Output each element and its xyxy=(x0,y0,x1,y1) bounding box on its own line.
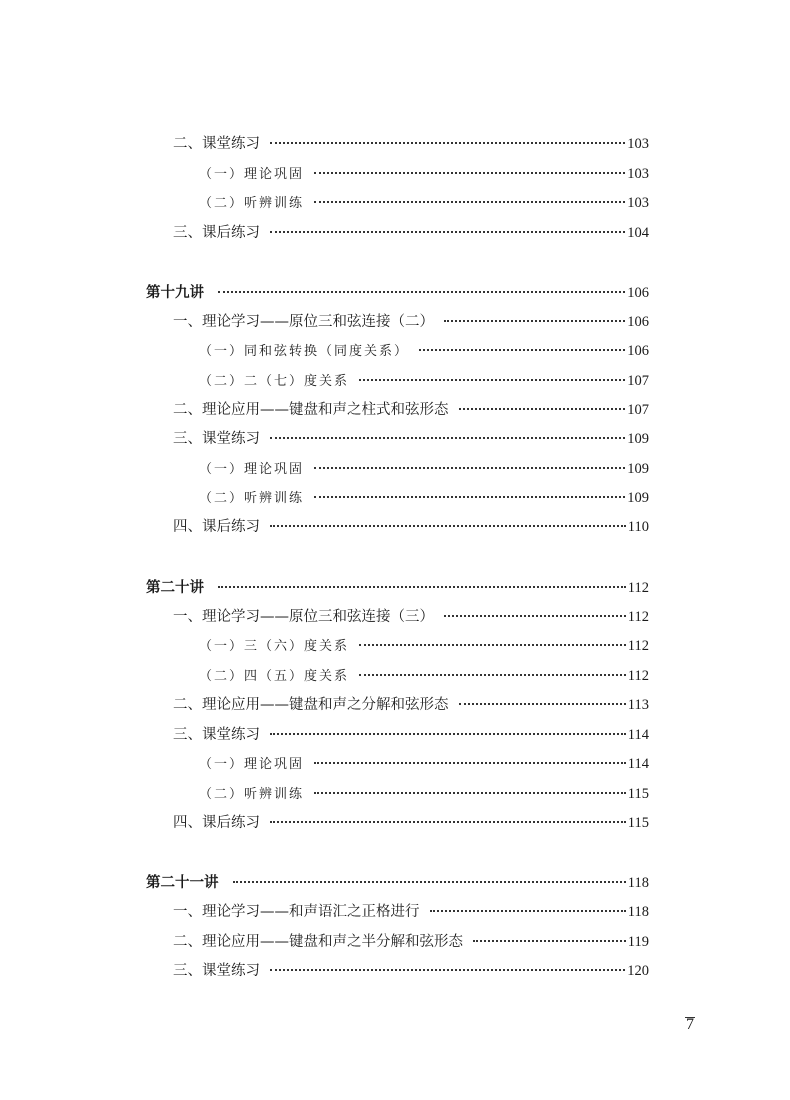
page-number: 7 xyxy=(686,1016,694,1033)
toc-entry-page: 103 xyxy=(627,166,649,182)
toc-entry-page: 106 xyxy=(627,285,649,301)
toc-entry-title: 二、理论应用——键盘和声之柱式和弦形态 xyxy=(173,402,449,418)
leader-dots xyxy=(359,674,626,676)
toc-entry-title: 二、理论应用——键盘和声之半分解和弦形态 xyxy=(173,934,463,950)
toc-entry[interactable] xyxy=(173,724,649,746)
toc-entry-title: 三、课堂练习 xyxy=(173,431,260,447)
toc-entry-title: 三、课堂练习 xyxy=(173,963,260,979)
toc-entry-title: （二）二（七）度关系 xyxy=(199,374,350,389)
toc-entry[interactable] xyxy=(199,163,649,185)
toc-entry-page: 119 xyxy=(627,934,649,950)
leader-dots xyxy=(218,586,626,588)
toc-entry[interactable] xyxy=(173,428,649,450)
leader-dots xyxy=(430,910,626,912)
leader-dots xyxy=(218,291,625,293)
toc-entry-page: 107 xyxy=(627,373,649,389)
toc-chapter[interactable] xyxy=(146,282,649,304)
toc-chapter-title: 第十九讲 xyxy=(146,285,204,301)
leader-dots xyxy=(270,821,626,823)
leader-dots xyxy=(419,349,625,351)
leader-dots xyxy=(359,379,625,381)
leader-dots xyxy=(314,496,625,498)
toc-entry-page: 115 xyxy=(627,786,649,802)
leader-dots xyxy=(359,644,626,646)
toc-entry-page: 109 xyxy=(627,461,649,477)
toc-entry[interactable] xyxy=(199,192,649,214)
toc-chapter-title: 第二十一讲 xyxy=(146,875,219,891)
toc-entry[interactable] xyxy=(173,222,649,244)
toc-entry-page: 109 xyxy=(627,431,649,447)
leader-dots xyxy=(314,201,625,203)
toc-entry[interactable] xyxy=(173,960,649,982)
toc-entry-page: 115 xyxy=(627,815,649,831)
leader-dots xyxy=(314,792,626,794)
toc-entry-title: （一）理论巩固 xyxy=(199,462,305,477)
toc-entry[interactable] xyxy=(173,931,649,953)
toc-entry-title: 二、课堂练习 xyxy=(173,136,260,152)
toc-entry-title: （一）三（六）度关系 xyxy=(199,639,350,654)
toc-entry[interactable] xyxy=(199,665,649,687)
toc-entry[interactable] xyxy=(173,311,649,333)
leader-dots xyxy=(270,231,625,233)
toc-entry[interactable] xyxy=(199,458,649,480)
toc-entry-page: 114 xyxy=(627,727,649,743)
toc-entry[interactable] xyxy=(173,901,649,923)
toc-entry-title: 一、理论学习——原位三和弦连接（三） xyxy=(173,609,434,625)
toc-entry-page: 118 xyxy=(627,904,649,920)
toc-entry[interactable] xyxy=(173,694,649,716)
toc-entry-title: 二、理论应用——键盘和声之分解和弦形态 xyxy=(173,697,449,713)
toc-entry-title: 一、理论学习——和声语汇之正格进行 xyxy=(173,904,420,920)
toc-entry-title: （一）同和弦转换（同度关系） xyxy=(199,344,410,359)
toc-entry-page: 110 xyxy=(627,519,649,535)
leader-dots xyxy=(270,733,626,735)
toc-entry-page: 112 xyxy=(627,638,649,654)
toc-entry-page: 112 xyxy=(627,668,649,684)
toc-entry-page: 114 xyxy=(627,756,649,772)
toc-entry-page: 120 xyxy=(627,963,649,979)
toc-entry[interactable] xyxy=(199,487,649,509)
toc-entry[interactable] xyxy=(199,783,649,805)
toc-entry[interactable] xyxy=(173,133,649,155)
leader-dots xyxy=(444,615,626,617)
toc-entry[interactable] xyxy=(199,340,649,362)
toc-entry-page: 113 xyxy=(627,697,649,713)
toc-entry-page: 109 xyxy=(627,490,649,506)
toc-entry[interactable] xyxy=(199,753,649,775)
toc-entry-title: （二）四（五）度关系 xyxy=(199,669,350,684)
toc-entry-page: 104 xyxy=(627,225,649,241)
leader-dots xyxy=(270,142,625,144)
toc-entry-page: 106 xyxy=(627,343,649,359)
toc-chapter[interactable] xyxy=(146,872,649,894)
toc-entry[interactable] xyxy=(199,635,649,657)
leader-dots xyxy=(444,320,625,322)
leader-dots xyxy=(270,969,625,971)
toc-entry[interactable] xyxy=(173,812,649,834)
toc-entry-title: 四、课后练习 xyxy=(173,519,260,535)
toc-entry-page: 107 xyxy=(627,402,649,418)
leader-dots xyxy=(314,467,625,469)
toc-entry-page: 106 xyxy=(627,314,649,330)
toc-entry-title: （二）听辨训练 xyxy=(199,196,305,211)
toc-entry-title: （一）理论巩固 xyxy=(199,757,305,772)
toc-chapter-title: 第二十讲 xyxy=(146,580,204,596)
toc-entry-title: （二）听辨训练 xyxy=(199,787,305,802)
leader-dots xyxy=(270,525,626,527)
leader-dots xyxy=(233,881,626,883)
toc-entry-title: 四、课后练习 xyxy=(173,815,260,831)
leader-dots xyxy=(459,408,626,410)
toc-entry[interactable] xyxy=(199,370,649,392)
toc-chapter[interactable] xyxy=(146,577,649,599)
leader-dots xyxy=(459,703,626,705)
leader-dots xyxy=(314,762,626,764)
toc-entry-page: 112 xyxy=(627,580,649,596)
leader-dots xyxy=(314,172,625,174)
toc-entry[interactable] xyxy=(173,606,649,628)
toc-entry[interactable] xyxy=(173,399,649,421)
leader-dots xyxy=(473,940,626,942)
toc-entry-title: 三、课堂练习 xyxy=(173,727,260,743)
toc-entry-title: （一）理论巩固 xyxy=(199,167,305,182)
toc-entry-page: 118 xyxy=(627,875,649,891)
toc-entry-page: 103 xyxy=(627,136,649,152)
toc-entry-page: 112 xyxy=(627,609,649,625)
toc-entry-title: 三、课后练习 xyxy=(173,225,260,241)
toc-entry-title: 一、理论学习——原位三和弦连接（二） xyxy=(173,314,434,330)
toc-entry-title: （二）听辨训练 xyxy=(199,491,305,506)
toc-entry-page: 103 xyxy=(627,195,649,211)
leader-dots xyxy=(270,437,625,439)
toc-entry[interactable] xyxy=(173,516,649,538)
